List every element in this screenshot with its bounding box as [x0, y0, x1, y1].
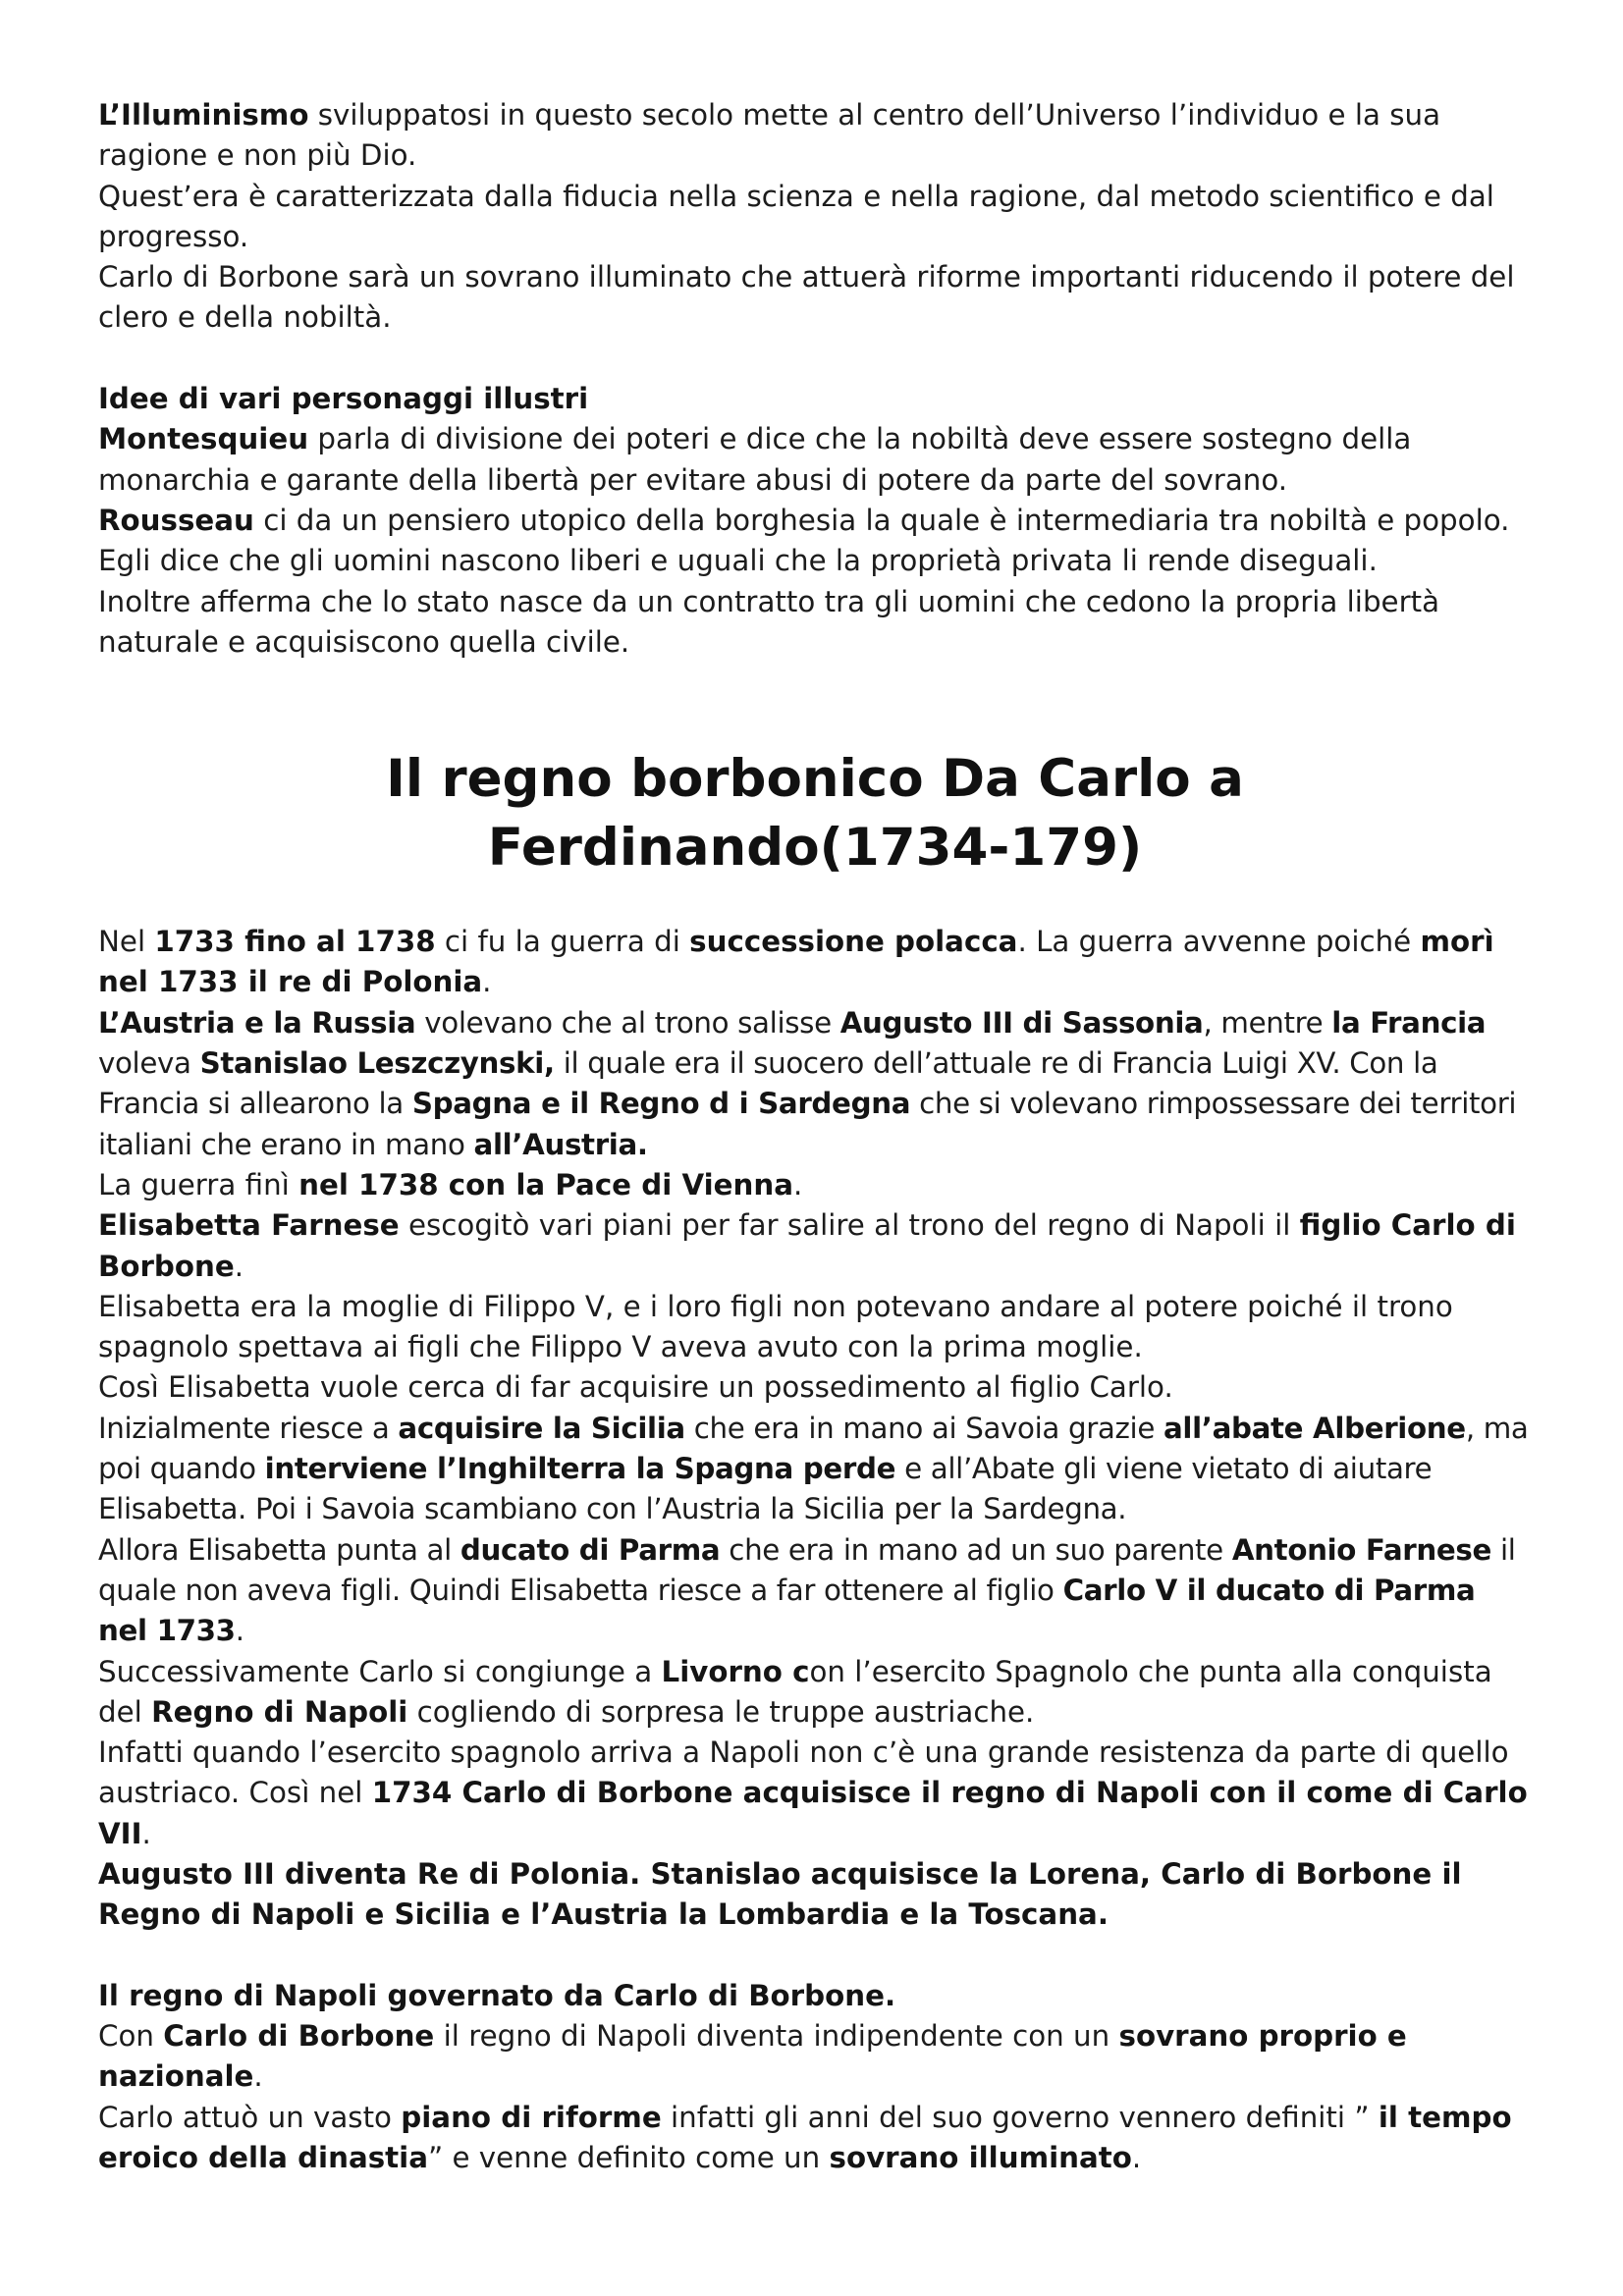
war-paragraph-8: Allora Elisabetta punta al ducato di Parma che era in mano ad un suo parente Antonio Farnese il quale non aveva figli. Quindi Elisabetta riesce a far ottenere al figlio Carlo V il ducato di Parma nel 1733.: [98, 1532, 1516, 1648]
napoli-paragraph-2: Carlo attuò un vasto piano di riforme infatti gli anni del suo governo vennero definiti ” il tempo eroico della dinastia” e venne definito come un sovrano illuminato.: [98, 2100, 1512, 2175]
section-title: [98, 745, 1532, 882]
war-paragraph-2: L’Austria e la Russia volevano che al trono salisse Augusto III di Sassonia, mentre la Francia voleva Stanislao Leszczynski, il quale era il suocero dell’attuale re di Francia Luigi XV. Con la Francia si allearono la Spagna e il Regno d i Sardegna che si volevano rimpossessare dei territori italiani che erano in mano all’Austria.: [98, 1005, 1517, 1161]
section-title-line-2: Ferdinando(1734-179): [487, 818, 1143, 879]
war-paragraph-5: Elisabetta era la moglie di Filippo V, e i loro figli non potevano andare al potere poiché il trono spagnolo spettava ai figli che Filippo V aveva avuto con la prima moglie.: [98, 1289, 1453, 1364]
war-paragraph-7: Inizialmente riesce a acquisire la Sicilia che era in mano ai Savoia grazie all’abate Alberione, ma poi quando interviene l’Inghilterra la Spagna perde e all’Abate gli viene vietato di aiutare Elisabetta. Poi i Savoia scambiano con l’Austria la Sicilia per la Sardegna.: [98, 1411, 1529, 1526]
blank-line: [98, 339, 1532, 379]
war-paragraph-3: La guerra finì nel 1738 con la Pace di Vienna.: [98, 1167, 803, 1201]
montesquieu-paragraph: Montesquieu parla di divisione dei poteri e dice che la nobiltà deve essere sostegno della monarchia e garante della libertà per evitare abusi di potere da parte del sovrano.: [98, 422, 1412, 497]
war-paragraph-4: Elisabetta Farnese escogitò vari piani per far salire al trono del regno di Napoli il figlio Carlo di Borbone.: [98, 1208, 1516, 1283]
blank-line: [98, 1936, 1532, 1976]
war-paragraph-9: Successivamente Carlo si congiunge a Livorno con l’esercito Spagnolo che punta alla conquista del Regno di Napoli cogliendo di sorpresa le truppe austriache.: [98, 1654, 1492, 1729]
napoli-paragraph-1: Con Carlo di Borbone il regno di Napoli diventa indipendente con un sovrano proprio e nazionale.: [98, 2019, 1407, 2094]
war-paragraph-10: Infatti quando l’esercito spagnolo arriva a Napoli non c’è una grande resistenza da parte di quello austriaco. Così nel 1734 Carlo di Borbone acquisisce il regno di Napoli con il come di Carlo VII.: [98, 1735, 1528, 1850]
war-paragraph-6: Così Elisabetta vuole cerca di far acquisire un possedimento al figlio Carlo.: [98, 1370, 1173, 1405]
war-paragraph-1: Nel 1733 fino al 1738 ci fu la guerra di successione polacca. La guerra avvenne poiché morì nel 1733 il re di Polonia.: [98, 925, 1494, 999]
section-title-line-1: Il regno borbonico Da Carlo a: [386, 749, 1244, 810]
intro-paragraph-1: L’Illuminismo sviluppatosi in questo secolo mette al centro dell’Universo l’individuo e la sua ragione e non più Dio.: [98, 98, 1441, 173]
napoli-heading: Il regno di Napoli governato da Carlo di Borbone.: [98, 1978, 896, 2012]
bold-term: L’Illuminismo: [98, 98, 309, 132]
intro-paragraph-2: Quest’era è caratterizzata dalla fiducia nella scienza e nella ragione, dal metodo scientifico e dal progresso.: [98, 179, 1494, 253]
document-page: [98, 95, 1532, 2178]
intro-paragraph-3: Carlo di Borbone sarà un sovrano illuminato che attuerà riforme importanti riducendo il potere del clero e della nobiltà.: [98, 260, 1515, 335]
rousseau-paragraph: Rousseau ci da un pensiero utopico della borghesia la quale è intermediaria tra nobiltà e popolo. Egli dice che gli uomini nascono liberi e uguali che la proprietà privata li rende diseguali.: [98, 503, 1510, 578]
ideas-heading: Idee di vari personaggi illustri: [98, 382, 589, 416]
inoltre-paragraph: Inoltre afferma che lo stato nasce da un contratto tra gli uomini che cedono la propria libertà naturale e acquisiscono quella civile.: [98, 584, 1440, 659]
war-paragraph-11: Augusto III diventa Re di Polonia. Stanislao acquisisce la Lorena, Carlo di Borbone il Regno di Napoli e Sicilia e l’Austria la Lombardia e la Toscana.: [98, 1856, 1462, 1932]
